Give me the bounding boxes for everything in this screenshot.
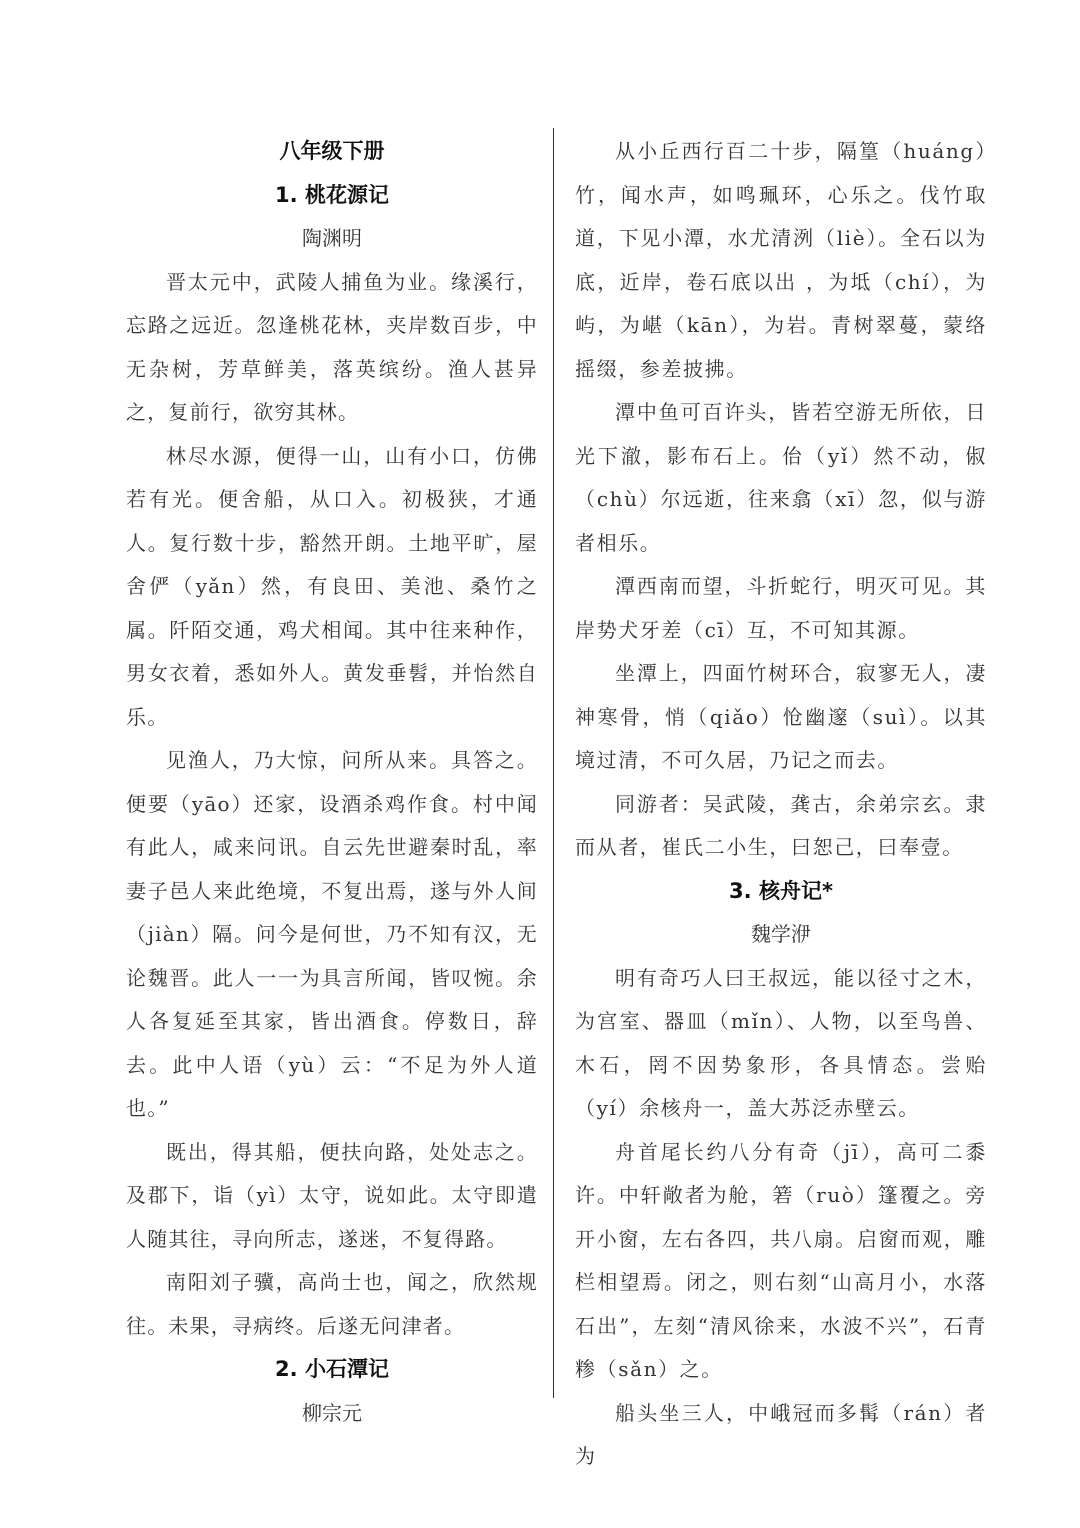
section-title: 1. 桃花源记: [275, 182, 389, 207]
left-column: [126, 130, 538, 1435]
author-name: 魏学洢: [751, 922, 811, 946]
paragraph: 船头坐三人，中峨冠而多髯（rán）者为: [575, 1400, 987, 1468]
section-title: 3. 核舟记*: [729, 878, 833, 903]
author-name: 陶渊明: [302, 226, 362, 250]
paragraph: 坐潭上，四面竹树环合，寂寥无人，凄神寒骨，悄（qiǎo）怆幽邃（suì）。以其境过清，不可久居，乃记之而去。: [575, 661, 987, 772]
author-name: 柳宗元: [302, 1400, 362, 1425]
paragraph: 晋太元中，武陵人捕鱼为业。缘溪行，忘路之远近。忽逢桃花林，夹岸数百步，中无杂树，芳草鲜美，落英缤纷。渔人甚异之，复前行，欲穷其林。: [126, 269, 538, 424]
paragraph: 林尽水源，便得一山，山有小口，仿佛若有光。便舍船，从口入。初极狭，才通人。复行数十步，豁然开朗。土地平旷，屋舍俨（yǎn）然，有良田、美池、桑竹之属。阡陌交通，鸡犬相闻。其中往来种作，男女衣着，悉如外人。黄发垂髫，并怡然自乐。: [126, 443, 538, 729]
paragraph: 潭中鱼可百许头，皆若空游无所依，日光下澈，影布石上。佁（yǐ）然不动，俶（chù）尔远逝，往来翕（xī）忽，似与游者相乐。: [575, 400, 987, 555]
section-title: 2. 小石潭记: [275, 1357, 389, 1381]
paragraph: 潭西南而望，斗折蛇行，明灭可见。其岸势犬牙差（cī）互，不可知其源。: [575, 574, 987, 642]
paragraph: 见渔人，乃大惊，问所从来。具答之。便要（yāo）还家，设酒杀鸡作食。村中闻有此人，咸来问讯。自云先世避秦时乱，率妻子邑人来此绝境，不复出焉，遂与外人间（jiàn）隔。问今是何世，乃不知有汉，无论魏晋。此人一一为具言所闻，皆叹惋。余人各复延至其家，皆出酒食。停数日，辞去。此中人语（yù）云：“不足为外人道也。”: [126, 748, 538, 1120]
paragraph: 既出，得其船，便扶向路，处处志之。及郡下，诣（yì）太守，说如此。太守即遣人随其往，寻向所志，遂迷，不复得路。: [126, 1139, 538, 1251]
paragraph: 舟首尾长约八分有奇（jī），高可二黍许。中轩敞者为舱，箬（ruò）篷覆之。旁开小窗，左右各四，共八扇。启窗而观，雕栏相望焉。闭之，则右刻“山高月小，水落石出”，左刻“清风徐来，水波不兴”，石青糁（sǎn）之。: [575, 1139, 987, 1381]
paragraph: 明有奇巧人曰王叔远，能以径寸之木，为宫室、器皿（mǐn）、人物，以至鸟兽、木石，罔不因势象形，各具情态。尝贻（yí）余核舟一，盖大苏泛赤壁云。: [575, 965, 987, 1120]
paragraph: 同游者：吴武陵，龚古，余弟宗玄。隶而从者，崔氏二小生，曰恕己，曰奉壹。: [575, 791, 987, 859]
book-title: 八年级下册: [279, 139, 385, 163]
column-divider: [553, 128, 554, 1398]
right-column: [575, 130, 987, 1479]
paragraph: 南阳刘子骥，高尚士也，闻之，欣然规往。未果，寻病终。后遂无问津者。: [126, 1270, 538, 1338]
paragraph: 从小丘西行百二十步，隔篁（huáng）竹，闻水声，如鸣珮环，心乐之。伐竹取道，下见小潭，水尤清洌（liè）。全石以为底，近岸，卷石底以出 ，为坻（chí），为屿，为嵁（kān），为岩。青树翠蔓，蒙络摇缀，参差披拂。: [575, 139, 987, 381]
